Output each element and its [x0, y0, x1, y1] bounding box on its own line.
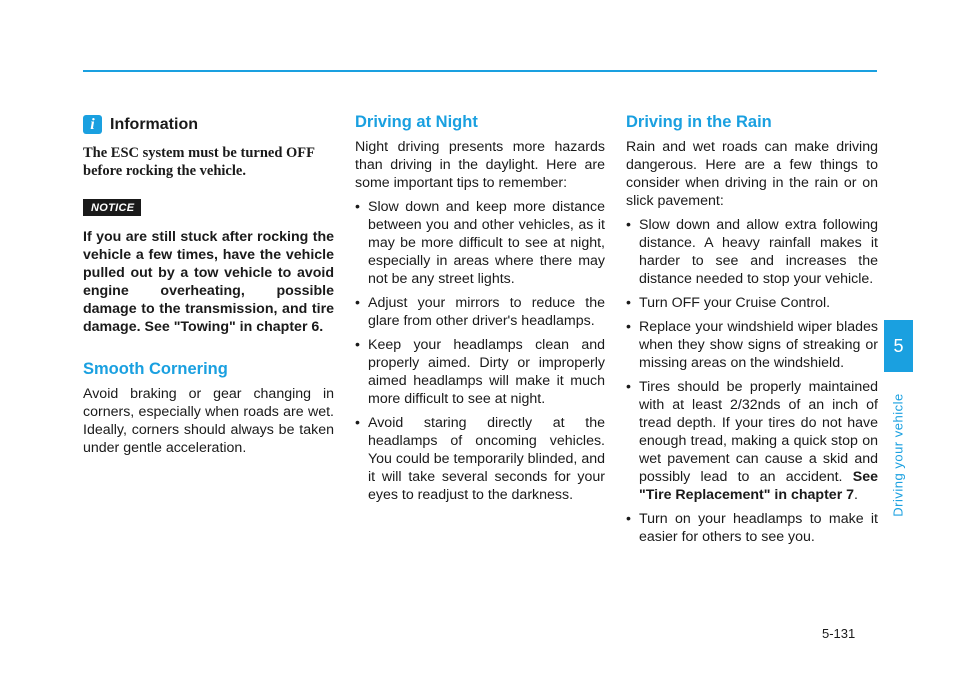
column-left	[83, 112, 334, 457]
notice-badge: NOTICE	[83, 199, 141, 216]
information-title: Information	[110, 115, 198, 133]
tires-text: Tires should be properly maintained with at least 2/32nds of an inch of tread depth. If your tires do not have enough tread, making a quick stop on wet pavement can cause a skid and possibly lead to an accident.	[639, 379, 878, 485]
list-item: • Slow down and allow extra following distance. A heavy rainfall makes it harder to see and increases the distance needed to stop your vehicle.	[626, 216, 878, 288]
chapter-tab: 5	[884, 320, 913, 372]
list-item: • Slow down and keep more distance between you and other vehicles, as it may be more difficult to see at night, especially in areas where there may not be any street lights.	[355, 198, 605, 288]
notice-text: If you are still stuck after rocking the vehicle a few times, have the vehicle pulled out by a tow vehicle to avoid engine overheating, possible damage to the transmission, and tire damage. See "Towing" in chapter 6.	[83, 229, 334, 335]
column-right	[626, 112, 878, 552]
chapter-label: Driving your vehicle	[890, 393, 906, 517]
list-item: • Avoid staring directly at the headlamps of oncoming vehicles. You could be temporarily blinded, and it will take several seconds for your eyes to readjust to the darkness.	[355, 414, 605, 504]
list-item: • Replace your windshield wiper blades when they show signs of streaking or missing areas on the windshield.	[626, 318, 878, 372]
list-item: • Keep your headlamps clean and properly aimed. Dirty or improperly aimed headlamps will make it much more difficult to see at night.	[355, 336, 605, 408]
smooth-cornering-heading: Smooth Cornering	[83, 360, 228, 378]
column-middle	[355, 112, 605, 510]
header-rule	[83, 70, 877, 72]
driving-in-rain-heading: Driving in the Rain	[626, 113, 772, 131]
information-text: The ESC system must be turned OFF before rocking the vehicle.	[83, 145, 315, 179]
driving-in-rain-intro: Rain and wet roads can make driving dangerous. Here are a few things to consider when driving in the rain or on slick pavement:	[626, 139, 878, 209]
page-number: 5-131	[822, 626, 856, 641]
list-item: • Turn on your headlamps to make it easier for others to see you.	[626, 510, 878, 546]
driving-in-rain-list	[626, 216, 878, 546]
driving-at-night-heading: Driving at Night	[355, 113, 478, 131]
tires-text-end: .	[854, 487, 858, 503]
list-item: • Adjust your mirrors to reduce the glare from other driver's headlamps.	[355, 294, 605, 330]
driving-at-night-list	[355, 198, 605, 504]
list-item: • Turn OFF your Cruise Control.	[626, 294, 878, 312]
smooth-cornering-text: Avoid braking or gear changing in corners, especially when roads are wet. Ideally, corners should always be taken under gentle acceleration.	[83, 386, 334, 456]
tire-replacement-reference: See "Tire Replacement" in chapter 7	[639, 469, 878, 503]
information-heading	[83, 115, 334, 134]
list-item-tires	[626, 378, 878, 504]
info-icon: i	[83, 115, 102, 134]
driving-at-night-intro: Night driving presents more hazards than driving in the daylight. Here are some important tips to remember:	[355, 139, 605, 191]
